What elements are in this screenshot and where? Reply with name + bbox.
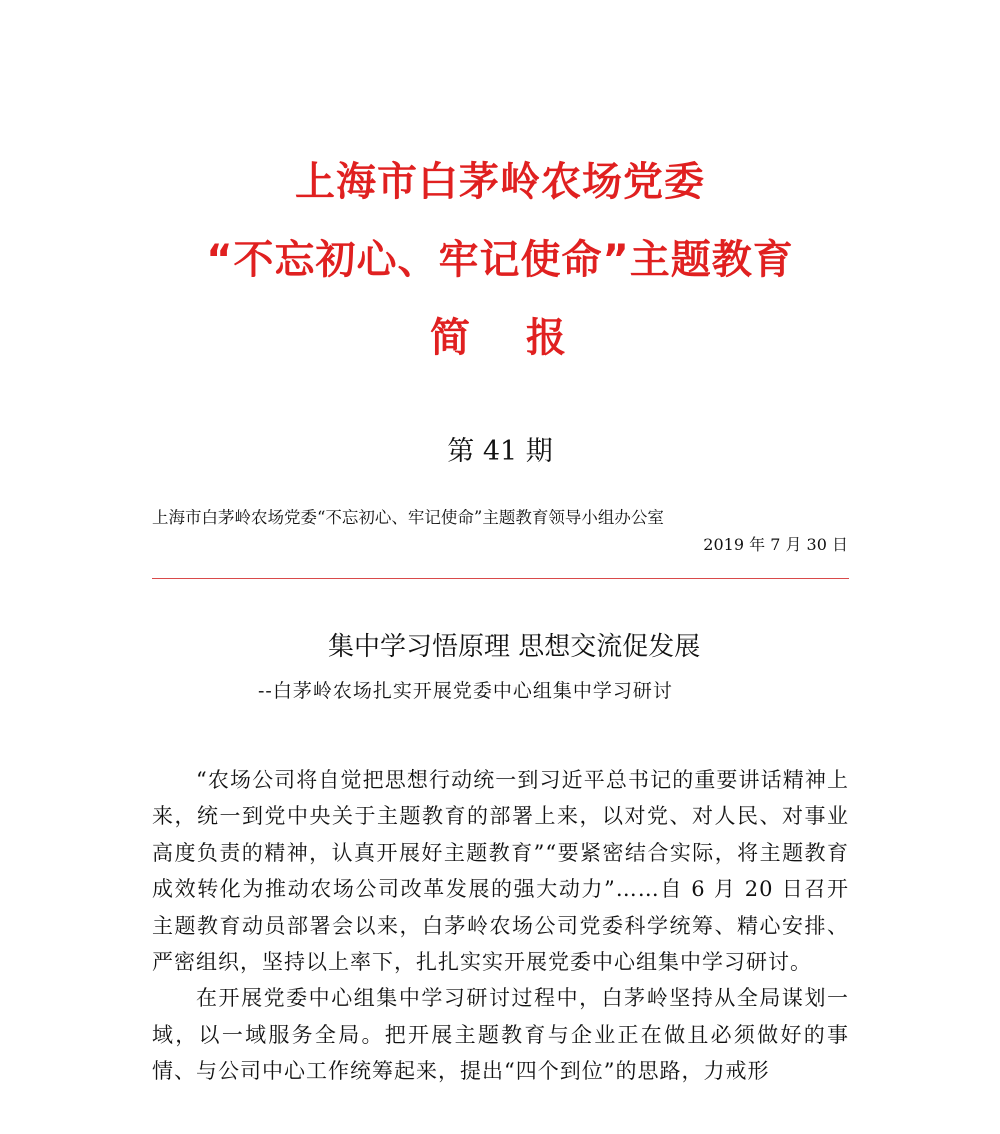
issuing-office: 上海市白茅岭农场党委“不忘初心、牢记使命”主题教育领导小组办公室 (152, 508, 664, 527)
article-paragraph: “农场公司将自觉把思想行动统一到习近平总书记的重要讲话精神上来，统一到党中央关于主题教育的部署上来，以对党、对人民、对事业高度负责的精神，认真开展好主题教育”“要紧密结合实际，将主题教育成效转化为推动农场公司改革发展的强大动力”……自 6 月 20 日召开主题教育动员部署会以来，白茅岭农场公司党委科学统筹、精心安排、严密组织，坚持以上率下，扎扎实实开展党委中心组集中学习研讨。 (152, 768, 849, 975)
red-divider (152, 578, 849, 579)
masthead-bulletin-label: 简 报 (430, 315, 570, 361)
article-subtitle: --白茅岭农场扎实开展党委中心组集中学习研讨 (258, 680, 673, 702)
publication-date: 2019 年 7 月 30 日 (703, 535, 848, 554)
issue-number: 第 41 期 (447, 436, 553, 467)
article-body (152, 762, 849, 1090)
article-paragraph: 在开展党委中心组集中学习研讨过程中，白茅岭坚持从全局谋划一域，以一域服务全局。把开展主题教育与企业正在做且必须做好的事情、与公司中心工作统筹起来，提出“四个到位”的思路，力戒形 (152, 986, 849, 1084)
masthead-theme: “不忘初心、牢记使命”主题教育 (206, 237, 794, 283)
article-title: 集中学习悟原理 思想交流促发展 (328, 632, 701, 662)
masthead-title: 上海市白茅岭农场党委 (295, 159, 705, 205)
